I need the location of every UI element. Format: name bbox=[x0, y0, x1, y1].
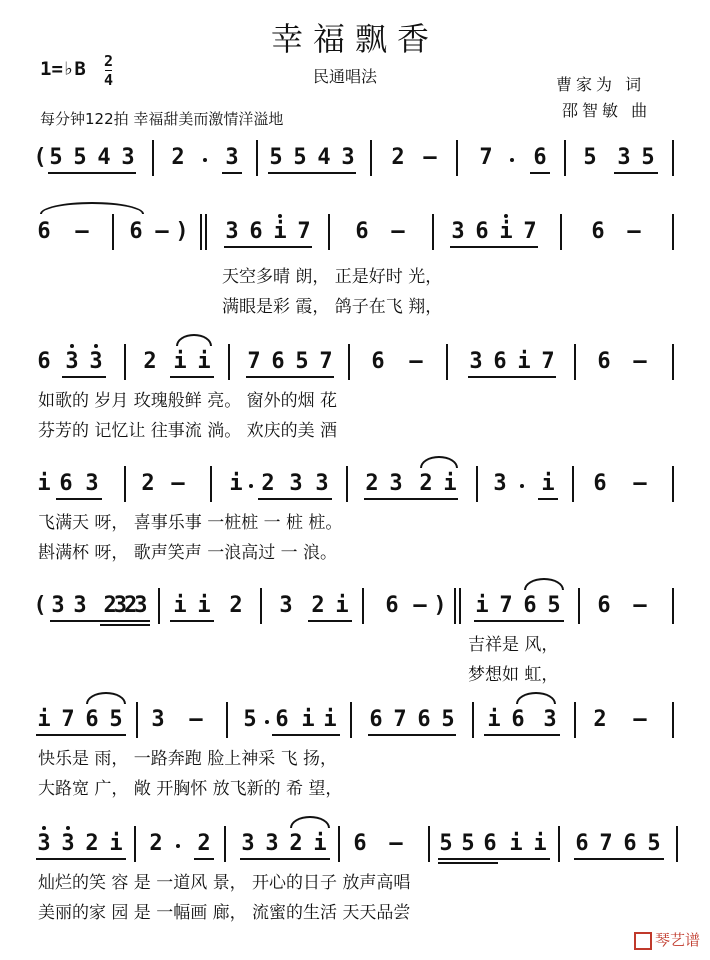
beam bbox=[100, 624, 150, 626]
beam bbox=[258, 498, 332, 500]
note: i bbox=[541, 471, 555, 496]
lyric-verse-2: 梦想如 虹， bbox=[468, 665, 559, 685]
beam bbox=[36, 734, 126, 736]
beam bbox=[484, 734, 560, 736]
note: 7 bbox=[393, 707, 407, 732]
note: i bbox=[475, 593, 489, 618]
beam bbox=[268, 172, 356, 174]
beam bbox=[530, 172, 550, 174]
time-top: 2 bbox=[104, 52, 114, 70]
note: 3 bbox=[493, 471, 507, 496]
note: 6 bbox=[575, 831, 589, 856]
note: 7 bbox=[599, 831, 613, 856]
note: 3 bbox=[121, 145, 135, 170]
barline bbox=[476, 466, 478, 502]
note: ( bbox=[33, 145, 47, 170]
lyric-verse-1: 飞满天 呀， 喜事乐事 一桩桩 一 桩 桩。 bbox=[38, 513, 343, 533]
note: 5 bbox=[243, 707, 257, 732]
note: i bbox=[37, 707, 51, 732]
note: 2323 bbox=[103, 593, 145, 618]
barline bbox=[572, 466, 574, 502]
note: i bbox=[173, 593, 187, 618]
barline bbox=[454, 588, 456, 624]
dot bbox=[70, 344, 74, 348]
note: 7 bbox=[541, 349, 555, 374]
note: i bbox=[301, 707, 315, 732]
note: 3 bbox=[65, 349, 79, 374]
lyric-verse-1: 如歌的 岁月 玫瑰般鲜 亮。 窗外的烟 花 bbox=[38, 391, 338, 411]
beam bbox=[368, 734, 456, 736]
barline bbox=[158, 588, 160, 624]
note: 7 bbox=[479, 145, 493, 170]
note: – bbox=[633, 349, 647, 374]
tie bbox=[516, 692, 556, 704]
beam bbox=[50, 620, 150, 622]
barline bbox=[672, 466, 674, 502]
note: 3 bbox=[151, 707, 165, 732]
beam bbox=[222, 172, 242, 174]
dot bbox=[176, 844, 180, 848]
note: 6 bbox=[493, 349, 507, 374]
note: 3 bbox=[225, 219, 239, 244]
barline bbox=[370, 140, 372, 176]
barline bbox=[676, 826, 678, 862]
note: 3 bbox=[341, 145, 355, 170]
beam bbox=[364, 498, 458, 500]
note: 5 bbox=[583, 145, 597, 170]
barline bbox=[564, 140, 566, 176]
note: 6 bbox=[623, 831, 637, 856]
barline bbox=[205, 214, 207, 250]
note: i bbox=[109, 831, 123, 856]
time-bottom: 4 bbox=[104, 71, 114, 89]
note: – bbox=[413, 593, 427, 618]
note: 2 bbox=[593, 707, 607, 732]
note: – bbox=[155, 219, 169, 244]
dot bbox=[66, 826, 70, 830]
note: 6 bbox=[523, 593, 537, 618]
note: 6 bbox=[597, 349, 611, 374]
barline bbox=[672, 588, 674, 624]
note: 6 bbox=[591, 219, 605, 244]
note: 7 bbox=[247, 349, 261, 374]
barline bbox=[348, 344, 350, 380]
note: 2 bbox=[141, 471, 155, 496]
barline bbox=[362, 588, 364, 624]
lyric-verse-2: 美丽的家 园 是 一幅画 廊， 流蜜的生活 天天品尝 bbox=[38, 903, 411, 923]
barline bbox=[459, 588, 461, 624]
barline bbox=[558, 826, 560, 862]
barline bbox=[672, 702, 674, 738]
note: 3 bbox=[37, 831, 51, 856]
barline bbox=[446, 344, 448, 380]
note: – bbox=[633, 471, 647, 496]
note: i bbox=[313, 831, 327, 856]
beam bbox=[538, 498, 558, 500]
note: i bbox=[509, 831, 523, 856]
note: 6 bbox=[129, 219, 143, 244]
beam bbox=[170, 376, 214, 378]
note: 6 bbox=[355, 219, 369, 244]
key-signature: 1=♭B bbox=[40, 58, 86, 80]
note: i bbox=[517, 349, 531, 374]
barline bbox=[578, 588, 580, 624]
dot bbox=[265, 720, 269, 724]
note: 3 bbox=[241, 831, 255, 856]
note: i bbox=[197, 593, 211, 618]
note: 6 bbox=[371, 349, 385, 374]
note: i bbox=[443, 471, 457, 496]
note: 3 bbox=[61, 831, 75, 856]
barline bbox=[672, 214, 674, 250]
barline bbox=[124, 466, 126, 502]
barline bbox=[672, 344, 674, 380]
note: 5 bbox=[49, 145, 63, 170]
barline bbox=[256, 140, 258, 176]
note: – bbox=[391, 219, 405, 244]
lyric-verse-1: 快乐是 雨， 一路奔跑 脸上神采 飞 扬， bbox=[38, 749, 338, 769]
beam bbox=[36, 858, 126, 860]
barline bbox=[260, 588, 262, 624]
dot bbox=[94, 344, 98, 348]
note: 3 bbox=[315, 471, 329, 496]
note: 5 bbox=[461, 831, 475, 856]
note: 3 bbox=[469, 349, 483, 374]
lyric-verse-1: 灿烂的笑 容 是 一道风 景， 开心的日子 放声高唱 bbox=[38, 873, 411, 893]
tie bbox=[290, 816, 330, 828]
note: 6 bbox=[353, 831, 367, 856]
barline bbox=[456, 140, 458, 176]
note: 2 bbox=[149, 831, 163, 856]
beam bbox=[62, 376, 106, 378]
note: 7 bbox=[297, 219, 311, 244]
note: 5 bbox=[441, 707, 455, 732]
note: 5 bbox=[109, 707, 123, 732]
note: 2 bbox=[311, 593, 325, 618]
barline bbox=[112, 214, 114, 250]
song-title: 幸福飘香 bbox=[270, 20, 439, 58]
note: 4 bbox=[317, 145, 331, 170]
barline bbox=[574, 344, 576, 380]
lyric-verse-2: 满眼是彩 霞， 鸽子在飞 翔， bbox=[222, 297, 443, 317]
note: 6 bbox=[385, 593, 399, 618]
note: 7 bbox=[319, 349, 333, 374]
barline bbox=[472, 702, 474, 738]
barline bbox=[338, 826, 340, 862]
note: 6 bbox=[37, 219, 51, 244]
barline bbox=[152, 140, 154, 176]
note: 3 bbox=[543, 707, 557, 732]
dot bbox=[203, 158, 207, 162]
beam bbox=[170, 620, 214, 622]
note: 3 bbox=[51, 593, 65, 618]
barline bbox=[560, 214, 562, 250]
note: – bbox=[633, 593, 647, 618]
beam bbox=[272, 734, 340, 736]
lyric-verse-2: 大路宽 广， 敞 开胸怀 放飞新的 希 望， bbox=[38, 779, 343, 799]
dot bbox=[42, 826, 46, 830]
dot bbox=[249, 484, 253, 488]
note: 2 bbox=[419, 471, 433, 496]
logo-text: 琴艺谱 bbox=[654, 931, 700, 949]
note: i bbox=[487, 707, 501, 732]
barline bbox=[224, 826, 226, 862]
barline bbox=[328, 214, 330, 250]
tie bbox=[40, 202, 144, 214]
tie bbox=[86, 692, 126, 704]
note: 3 bbox=[89, 349, 103, 374]
note: i bbox=[197, 349, 211, 374]
note: 2 bbox=[229, 593, 243, 618]
dot bbox=[278, 214, 282, 218]
note: 6 bbox=[275, 707, 289, 732]
dot bbox=[504, 214, 508, 218]
note: 6 bbox=[475, 219, 489, 244]
note: i bbox=[229, 471, 243, 496]
beam bbox=[438, 858, 550, 860]
note: 6 bbox=[249, 219, 263, 244]
tempo-marking: 每分钟122拍 幸福甜美而激情洋溢地 bbox=[40, 110, 284, 128]
note: 2 bbox=[261, 471, 275, 496]
note: 2 bbox=[391, 145, 405, 170]
barline bbox=[574, 702, 576, 738]
note: 6 bbox=[483, 831, 497, 856]
note: 5 bbox=[269, 145, 283, 170]
note: 6 bbox=[417, 707, 431, 732]
dot bbox=[510, 158, 514, 162]
note: i bbox=[173, 349, 187, 374]
beam bbox=[450, 246, 538, 248]
tie bbox=[420, 456, 458, 468]
barline bbox=[200, 214, 202, 250]
note: 2 bbox=[289, 831, 303, 856]
note: – bbox=[409, 349, 423, 374]
barline bbox=[136, 702, 138, 738]
beam bbox=[48, 172, 136, 174]
note: 2 bbox=[143, 349, 157, 374]
note: 5 bbox=[647, 831, 661, 856]
note: 6 bbox=[593, 471, 607, 496]
lyric-verse-2: 斟满杯 呀， 歌声笑声 一浪高过 一 浪。 bbox=[38, 543, 338, 563]
note: 6 bbox=[37, 349, 51, 374]
lyricist-credit: 曹家为 词 bbox=[556, 75, 646, 94]
beam bbox=[246, 376, 334, 378]
note: i bbox=[273, 219, 287, 244]
note: i bbox=[335, 593, 349, 618]
note: 3 bbox=[265, 831, 279, 856]
beam bbox=[240, 858, 330, 860]
note: 6 bbox=[511, 707, 525, 732]
note: 6 bbox=[271, 349, 285, 374]
note: 5 bbox=[293, 145, 307, 170]
note: – bbox=[171, 471, 185, 496]
note: 5 bbox=[547, 593, 561, 618]
lyric-verse-1: 吉祥是 风， bbox=[468, 635, 559, 655]
tie bbox=[524, 578, 564, 590]
beam bbox=[614, 172, 658, 174]
dot bbox=[520, 484, 524, 488]
barline bbox=[226, 702, 228, 738]
note: 2 bbox=[171, 145, 185, 170]
note: 7 bbox=[499, 593, 513, 618]
note: 3 bbox=[617, 145, 631, 170]
note: ) bbox=[175, 219, 189, 244]
beam bbox=[468, 376, 556, 378]
note: 6 bbox=[59, 471, 73, 496]
note: 6 bbox=[85, 707, 99, 732]
note: – bbox=[75, 219, 89, 244]
note: 7 bbox=[523, 219, 537, 244]
lyric-verse-1: 天空多晴 朗， 正是好时 光， bbox=[222, 267, 443, 287]
note: 6 bbox=[533, 145, 547, 170]
beam bbox=[438, 862, 498, 864]
note: 3 bbox=[225, 145, 239, 170]
singing-style: 民通唱法 bbox=[313, 67, 378, 86]
note: – bbox=[189, 707, 203, 732]
barline bbox=[432, 214, 434, 250]
note: 7 bbox=[61, 707, 75, 732]
barline bbox=[346, 466, 348, 502]
barline bbox=[672, 140, 674, 176]
note: 4 bbox=[97, 145, 111, 170]
logo-icon bbox=[634, 932, 652, 950]
beam bbox=[474, 620, 564, 622]
beam bbox=[574, 858, 664, 860]
note: i bbox=[499, 219, 513, 244]
barline bbox=[210, 466, 212, 502]
note: 2 bbox=[197, 831, 211, 856]
note: 3 bbox=[85, 471, 99, 496]
note: – bbox=[633, 707, 647, 732]
beam bbox=[308, 620, 352, 622]
note: 3 bbox=[279, 593, 293, 618]
note: 5 bbox=[439, 831, 453, 856]
beam bbox=[224, 246, 312, 248]
barline bbox=[228, 344, 230, 380]
note: – bbox=[389, 831, 403, 856]
note: 5 bbox=[641, 145, 655, 170]
beam bbox=[56, 498, 102, 500]
note: i bbox=[533, 831, 547, 856]
time-signature bbox=[104, 52, 113, 89]
note: – bbox=[423, 145, 437, 170]
note: – bbox=[627, 219, 641, 244]
note: 3 bbox=[73, 593, 87, 618]
note: 3 bbox=[451, 219, 465, 244]
barline bbox=[124, 344, 126, 380]
barline bbox=[428, 826, 430, 862]
tie bbox=[176, 334, 212, 346]
note: 2 bbox=[365, 471, 379, 496]
note: 5 bbox=[73, 145, 87, 170]
note: 3 bbox=[389, 471, 403, 496]
note: 6 bbox=[597, 593, 611, 618]
site-logo bbox=[634, 929, 700, 950]
note: 2 bbox=[85, 831, 99, 856]
composer-credit: 邵智敏 曲 bbox=[562, 101, 652, 120]
note: 3 bbox=[289, 471, 303, 496]
note: i bbox=[323, 707, 337, 732]
barline bbox=[350, 702, 352, 738]
lyric-verse-2: 芬芳的 记忆让 往事流 淌。 欢庆的美 酒 bbox=[38, 421, 338, 441]
note: i bbox=[37, 471, 51, 496]
barline bbox=[134, 826, 136, 862]
note: 6 bbox=[369, 707, 383, 732]
beam bbox=[194, 858, 214, 860]
note: ) bbox=[433, 593, 447, 618]
note: 5 bbox=[295, 349, 309, 374]
note: ( bbox=[33, 593, 47, 618]
